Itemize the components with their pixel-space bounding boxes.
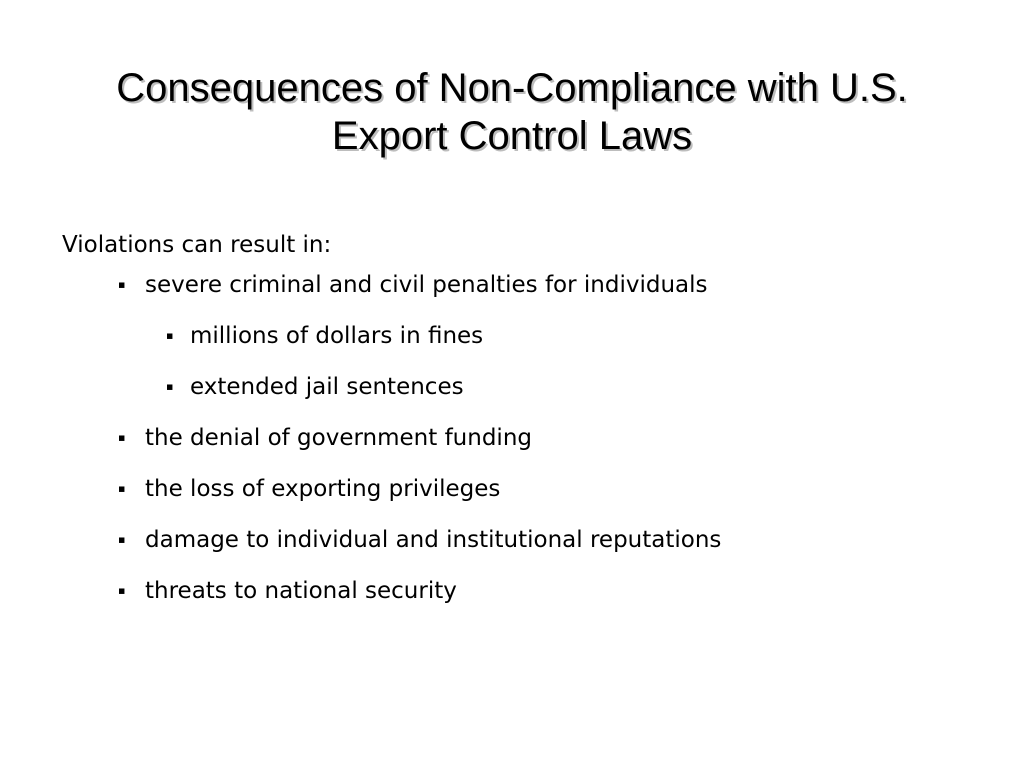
square-bullet-icon: ▪ [118,533,126,546]
square-bullet-icon: ▪ [118,431,126,444]
list-item-text: the denial of government funding [145,425,532,451]
slide-title-line-1: Consequences of Non-Compliance with U.S. [116,66,908,110]
sub-bullet-list [145,319,982,404]
list-item-text: threats to national security [145,578,457,604]
square-bullet-icon: ▪ [166,329,174,342]
sub-list-item-text: extended jail sentences [190,374,464,400]
list-item-text: damage to individual and institutional reputations [145,527,722,553]
list-item [62,523,982,557]
sub-list-item [145,370,982,404]
square-bullet-icon: ▪ [166,380,174,393]
square-bullet-icon: ▪ [118,482,126,495]
list-item [62,268,982,404]
slide-body [62,228,982,608]
bullet-list [62,268,982,608]
list-item-text: the loss of exporting privileges [145,476,501,502]
list-item-text: severe criminal and civil penalties for individuals [145,272,708,298]
list-item [62,421,982,455]
list-item [62,574,982,608]
intro-text: Violations can result in: [62,232,332,258]
square-bullet-icon: ▪ [118,584,126,597]
sub-list-item-text: millions of dollars in fines [190,323,484,349]
list-item [62,472,982,506]
square-bullet-icon: ▪ [118,278,126,291]
slide-title [40,64,984,160]
sub-list-item [145,319,982,353]
slide-title-line-2: Export Control Laws [331,114,693,158]
